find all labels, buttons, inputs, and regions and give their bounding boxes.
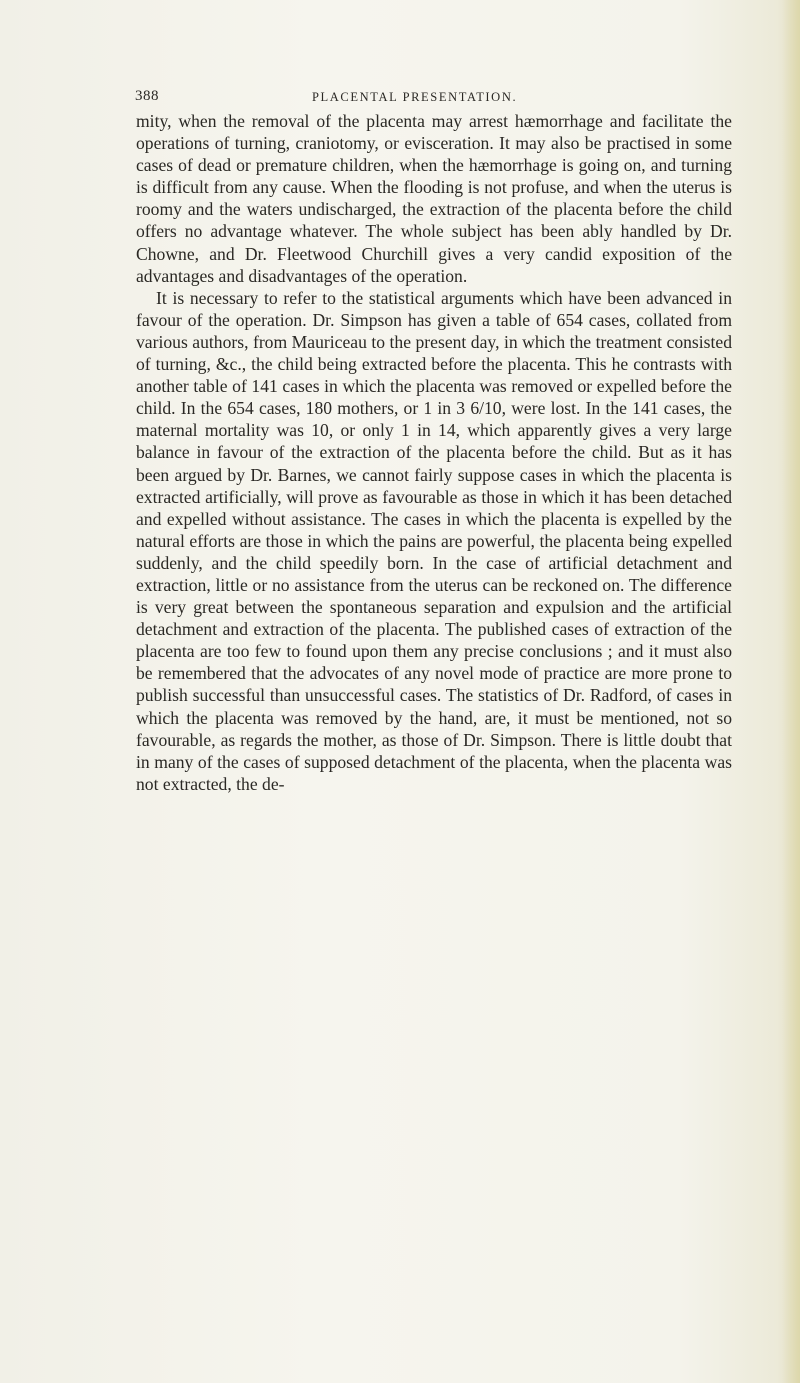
page-edge-stain [782, 0, 800, 1383]
paragraph-continuation: mity, when the removal of the placenta may arrest hæmorrhage and facilitate the operations of turning, craniotomy, or evisceration. It may also be practised in some cases of dead or premature children, when the hæmorrhage is going on, and turning is difficult from any cause. When the flooding is not profuse, and when the uterus is roomy and the waters undischarged, the extraction of the placenta before the child offers no advantage whatever. The whole subject has been ably handled by Dr. Chowne, and Dr. Fleetwood Churchill gives a very candid exposition of the advantages and disadvantages of the operation. [136, 111, 732, 286]
paragraph-statistics: It is necessary to refer to the statistical arguments which have been advanced in favour of the operation. Dr. Simpson has given a table of 654 cases, collated from various authors, from Mauriceau to the present day, in which the treatment consisted of turning, &c., the child being extracted before the placenta. This he contrasts with another table of 141 cases in which the placenta was removed or expelled before the child. In the 654 cases, 180 mothers, or 1 in 3 6/10, were lost. In the 141 cases, the maternal mortality was 10, or only 1 in 14, which apparently gives a very large balance in favour of the extraction of the placenta before the child. But as it has been argued by Dr. Barnes, we cannot fairly suppose cases in which the placenta is extracted artificially, will prove as favourable as those in which it has been detached and expelled without assistance. The cases in which the placenta is expelled by the natural efforts are those in which the pains are powerful, the placenta being expelled suddenly, and the child speedily born. In the case of artificial detachment and extraction, little or no assistance from the uterus can be reckoned on. The difference is very great between the spontaneous separation and expulsion and the artificial detachment and extraction of the placenta. The published cases of extraction of the placenta are too few to found upon them any precise conclusions ; and it must also be remembered that the advocates of any novel mode of practice are more prone to publish successful than unsuccessful cases. The statistics of Dr. Radford, of cases in which the placenta was removed by the hand, are, it must be mentioned, not so favourable, as regards the mother, as those of Dr. Simpson. There is little doubt that in many of the cases of supposed detachment of the placenta, when the placenta was not extracted, the de- [136, 287, 732, 794]
page-header [0, 88, 800, 112]
body-text [136, 110, 732, 795]
page-number: 388 [135, 88, 159, 104]
running-title: PLACENTAL PRESENTATION. [312, 90, 518, 104]
